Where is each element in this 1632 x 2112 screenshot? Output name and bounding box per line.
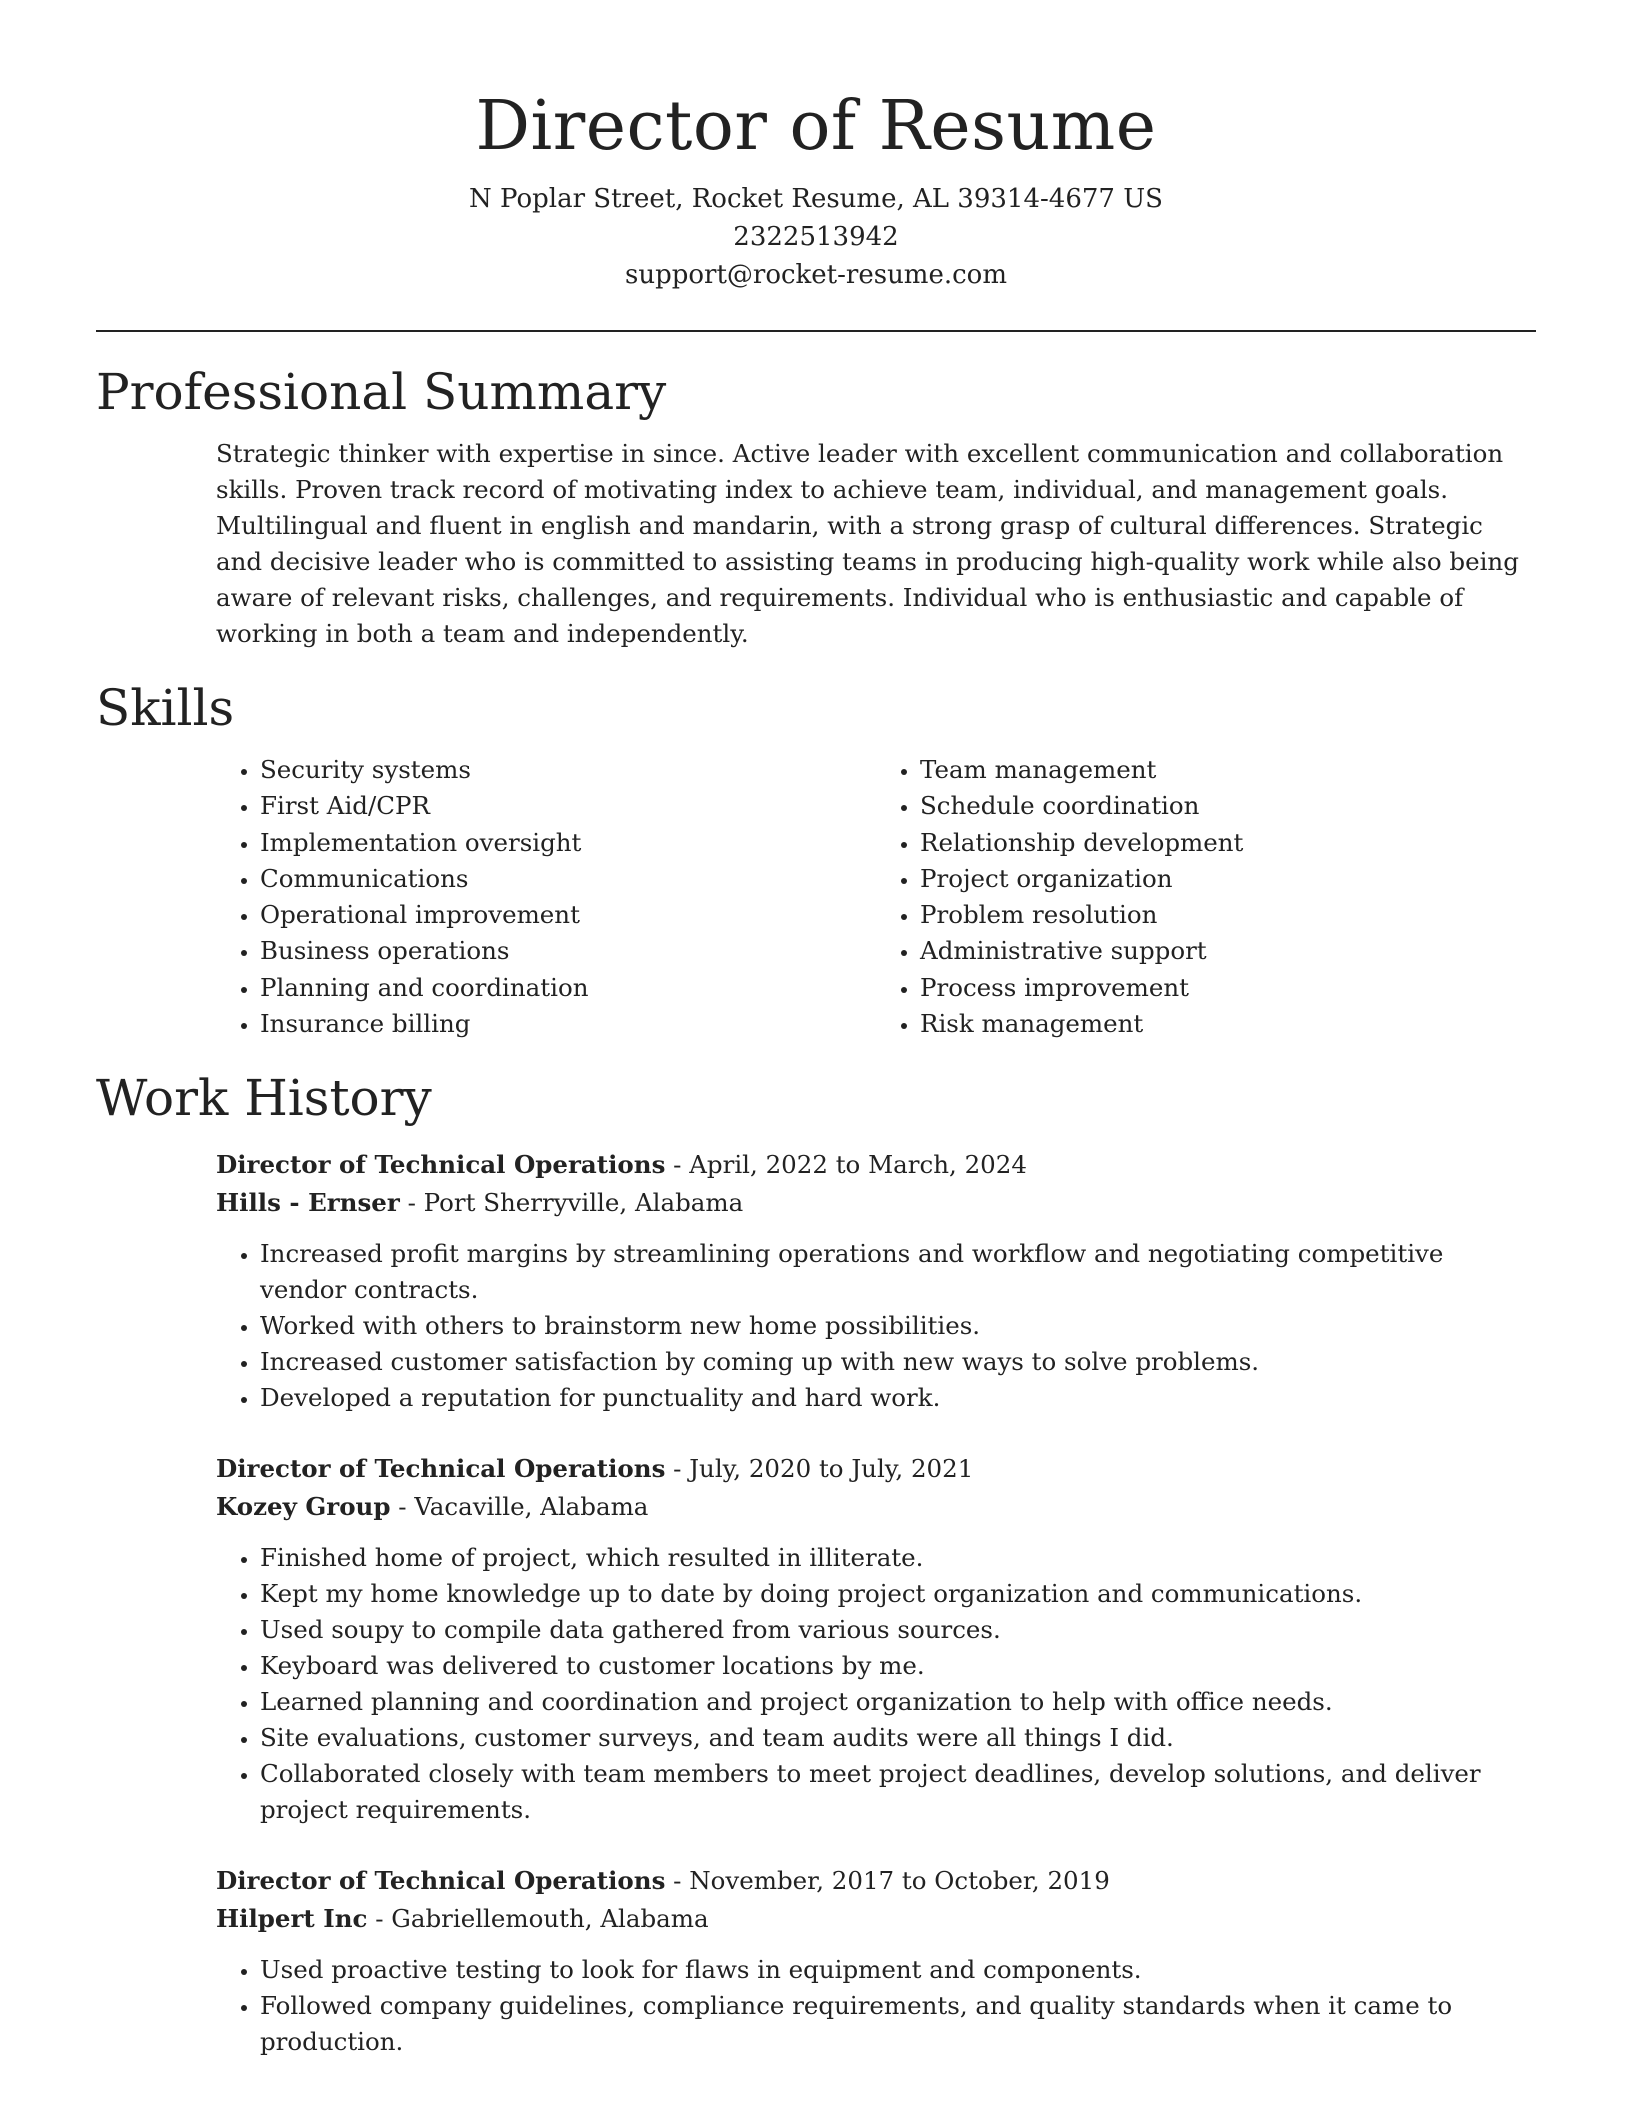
job-entry [216,1862,1536,2060]
skill-item: • Security systems [260,752,876,788]
job-location: - Port Sherryville, Alabama [399,1188,744,1218]
skill-item: • Team management [920,752,1536,788]
job-title-line [216,1146,1536,1184]
job-bullets [216,1540,1536,1828]
job-bullet: • Followed company guidelines, compliance requirements, and quality standards when it came to production. [260,1988,1536,2060]
contact-address: N Poplar Street, Rocket Resume, AL 39314-4677 US [469,184,1163,214]
job-company-line [216,1900,1536,1938]
job-title-line [216,1862,1536,1900]
skill-item: • Schedule coordination [920,788,1536,824]
skill-item: • Insurance billing [260,1006,876,1042]
header-divider [96,330,1536,332]
job-company: Hills - Ernser [216,1188,400,1218]
skill-item: • Administrative support [920,933,1536,969]
candidate-name: Director of Resume [475,87,1157,166]
job-bullet: • Finished home of project, which resulted in illiterate. [260,1540,1536,1576]
job-title: Director of Technical Operations [216,1150,666,1180]
job-bullet: • Developed a reputation for punctuality and hard work. [260,1380,1536,1416]
job-bullets [216,1236,1536,1416]
job-bullet: • Used proactive testing to look for flaws in equipment and components. [260,1952,1536,1988]
job-entry [216,1146,1536,1416]
skill-item: • Business operations [260,933,876,969]
contact-phone: 2322513942 [733,222,899,252]
skill-item: • Project organization [920,861,1536,897]
job-bullet: • Keyboard was delivered to customer locations by me. [260,1648,1536,1684]
job-dates: - July, 2020 to July, 2021 [665,1454,974,1484]
skills-list-right [876,752,1536,1042]
summary-text: Strategic thinker with expertise in since. Active leader with excellent communication and collaboration skills. Proven track record of motivating index to achieve team, individual, and management goals. Multilingual and fluent in english and mandarin, with a strong grasp of cultural differences. Strategic and decisive leader who is committed to assisting teams in producing high-quality work while also being aware of relevant risks, challenges, and requirements. Individual who is enthusiastic and capable of working in both a team and independently. [216,439,1519,648]
skill-item: • Risk management [920,1006,1536,1042]
summary-section [96,362,1536,652]
skill-item: • Problem resolution [920,897,1536,933]
job-bullet: • Worked with others to brainstorm new home possibilities. [260,1308,1536,1344]
skills-section [96,678,1536,1042]
job-bullet: • Kept my home knowledge up to date by doing project organization and communications. [260,1576,1536,1612]
work-history-heading: Work History [96,1069,432,1128]
job-bullet: • Learned planning and coordination and project organization to help with office needs. [260,1684,1536,1720]
skill-item: • Planning and coordination [260,970,876,1006]
job-title: Director of Technical Operations [216,1866,666,1896]
skills-grid [216,752,1536,1042]
work-history-section [96,1068,1536,2060]
job-location: - Vacaville, Alabama [390,1492,649,1522]
job-company: Kozey Group [216,1492,391,1522]
skill-item: • Implementation oversight [260,825,876,861]
job-title-line [216,1450,1536,1488]
skills-heading: Skills [96,679,235,737]
resume-header [0,0,1632,294]
skill-item: • Operational improvement [260,897,876,933]
job-dates: - April, 2022 to March, 2024 [665,1150,1027,1180]
skills-list-left [216,752,876,1042]
job-bullet: • Used soupy to compile data gathered from various sources. [260,1612,1536,1648]
skill-item: • Relationship development [920,825,1536,861]
skill-item: • First Aid/CPR [260,788,876,824]
job-bullet: • Collaborated closely with team members to meet project deadlines, develop solutions, and deliver project requirements. [260,1756,1536,1828]
job-company-line [216,1488,1536,1526]
job-bullets [216,1952,1536,2060]
job-bullet: • Increased customer satisfaction by coming up with new ways to solve problems. [260,1344,1536,1380]
job-dates: - November, 2017 to October, 2019 [665,1866,1110,1896]
job-title: Director of Technical Operations [216,1454,666,1484]
skill-item: • Process improvement [920,970,1536,1006]
job-bullet: • Site evaluations, customer surveys, and team audits were all things I did. [260,1720,1536,1756]
job-entry [216,1450,1536,1828]
contact-email: support@rocket-resume.com [624,260,1007,290]
summary-heading: Professional Summary [96,363,667,421]
job-bullet: • Increased profit margins by streamlining operations and workflow and negotiating competitive vendor contracts. [260,1236,1536,1308]
contact-block [0,180,1632,294]
job-company-line [216,1184,1536,1222]
skill-item: • Communications [260,861,876,897]
job-location: - Gabriellemouth, Alabama [367,1904,709,1934]
job-company: Hilpert Inc [216,1904,368,1934]
